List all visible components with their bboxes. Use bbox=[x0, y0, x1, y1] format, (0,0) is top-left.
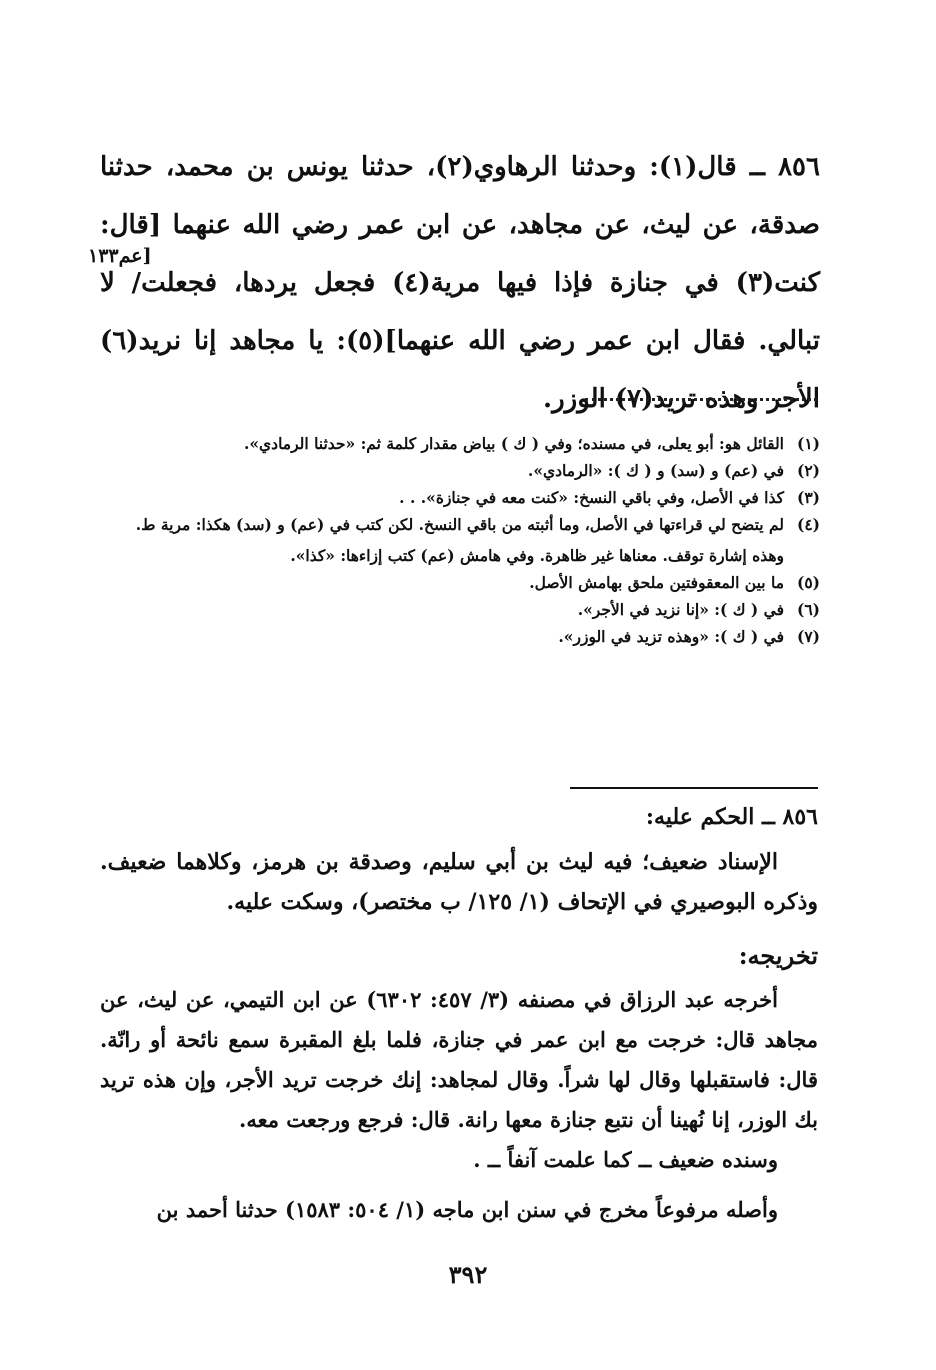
hukm-paragraph: الإسناد ضعيف؛ فيه ليث بن أبي سليم، وصدقة بن هرمز، وكلاهما ضعيف. وذكره البوصيري في الإتحاف (١/ ١٢٥/ ب مختصر)، وسكت عليه. bbox=[100, 849, 818, 915]
takhrij-paragraph: وسنده ضعيف ــ كما علمت آنفاً ــ . bbox=[473, 1147, 778, 1172]
footnote-number: (٧) bbox=[796, 627, 820, 646]
footnote-text: في ( ك ): «وهذه تزيد في الوزر». bbox=[558, 627, 784, 646]
hukm-heading: ٨٥٦ ــ الحكم عليه: bbox=[645, 804, 818, 830]
footnote-text: كذا في الأصل، وفي باقي النسخ: «كنت معه في جنازة». . . bbox=[399, 488, 784, 507]
footnote bbox=[100, 569, 820, 596]
footnote-number: (٥) bbox=[796, 573, 820, 592]
footnote-separator bbox=[585, 398, 817, 401]
takhrij-paragraph: أخرجه عبد الرزاق في مصنفه (٣/ ٤٥٧: ٦٣٠٢) عن ابن التيمي، عن ليث، عن مجاهد قال: خرجت مع ابن عمر في جنازة، فلما بلغ المقبرة سمع نائحة أو رانّة. قال: فاستقبلها وقال لها شراً. وقال لمجاهد: إنك خرجت تريد الأجر، وإن هذه تريد بك الوزر، إنا نُهينا أن نتبع جنازة معها رانة. قال: فرجع ورجعت معه. bbox=[100, 987, 818, 1132]
takhrij-heading: تخريجه: bbox=[738, 941, 818, 970]
takhrij-section bbox=[100, 980, 818, 1230]
footnote-number: (٦) bbox=[796, 600, 820, 619]
manuscript-margin-note: [عم١٣٣ bbox=[88, 245, 152, 267]
footnote-text: لم يتضح لي قراءتها في الأصل، وما أثبته من باقي النسخ. لكن كتب في (عم) و (سد) هكذا: مرية ط. bbox=[135, 515, 784, 534]
footnote-continuation bbox=[100, 542, 820, 569]
footnote-text: ما بين المعقوفتين ملحق بهامش الأصل. bbox=[529, 573, 784, 592]
footnote-text: القائل هو: أبو يعلى، في مسنده؛ وفي ( ك ) بياض مقدار كلمة ثم: «حدثنا الرمادي». bbox=[243, 434, 784, 453]
footnote bbox=[100, 596, 820, 623]
footnote bbox=[100, 484, 820, 511]
footnote-number: (١) bbox=[796, 434, 820, 453]
footnote-number: (٣) bbox=[796, 488, 820, 507]
footnote-number: (٤) bbox=[796, 515, 820, 534]
hadith-text bbox=[100, 138, 820, 428]
hadith-paragraph: ٨٥٦ ــ قال(١): وحدثنا الرهاوي(٢)، حدثنا يونس بن محمد، حدثنا صدقة، عن ليث، عن مجاهد، عن ابن عمر رضي الله عنهما [قال: كنت(٣) في جنازة فإذا فيها مرية(٤) فجعل يردها، فجعلت/ لا تبالي. فقال ابن عمر رضي الله عنهما](٥): يا مجاهد إنا نريد(٦) الأجر وهذه تريد(٧) الوزر. bbox=[100, 152, 821, 414]
footnotes bbox=[100, 430, 820, 650]
section-divider bbox=[570, 787, 818, 789]
footnote-number: (٢) bbox=[796, 461, 820, 480]
footnote bbox=[100, 430, 820, 457]
footnote-text: وهذه إشارة توقف. معناها غير ظاهرة. وفي هامش (عم) كتب إزاءها: «كذا». bbox=[290, 546, 784, 565]
footnote bbox=[100, 623, 820, 650]
takhrij-paragraph: وأصله مرفوعاً مخرج في سنن ابن ماجه (١/ ٥٠٤: ١٥٨٣) حدثنا أحمد بن bbox=[156, 1197, 778, 1222]
footnote bbox=[100, 457, 820, 484]
hukm-section bbox=[100, 842, 818, 922]
page-number: ٣٩٢ bbox=[448, 1260, 488, 1289]
footnote-text: في (عم) و (سد) و ( ك ): «الرمادي». bbox=[527, 461, 784, 480]
footnote bbox=[100, 511, 820, 538]
footnote-text: في ( ك ): «إنا نزيد في الأجر». bbox=[577, 600, 784, 619]
